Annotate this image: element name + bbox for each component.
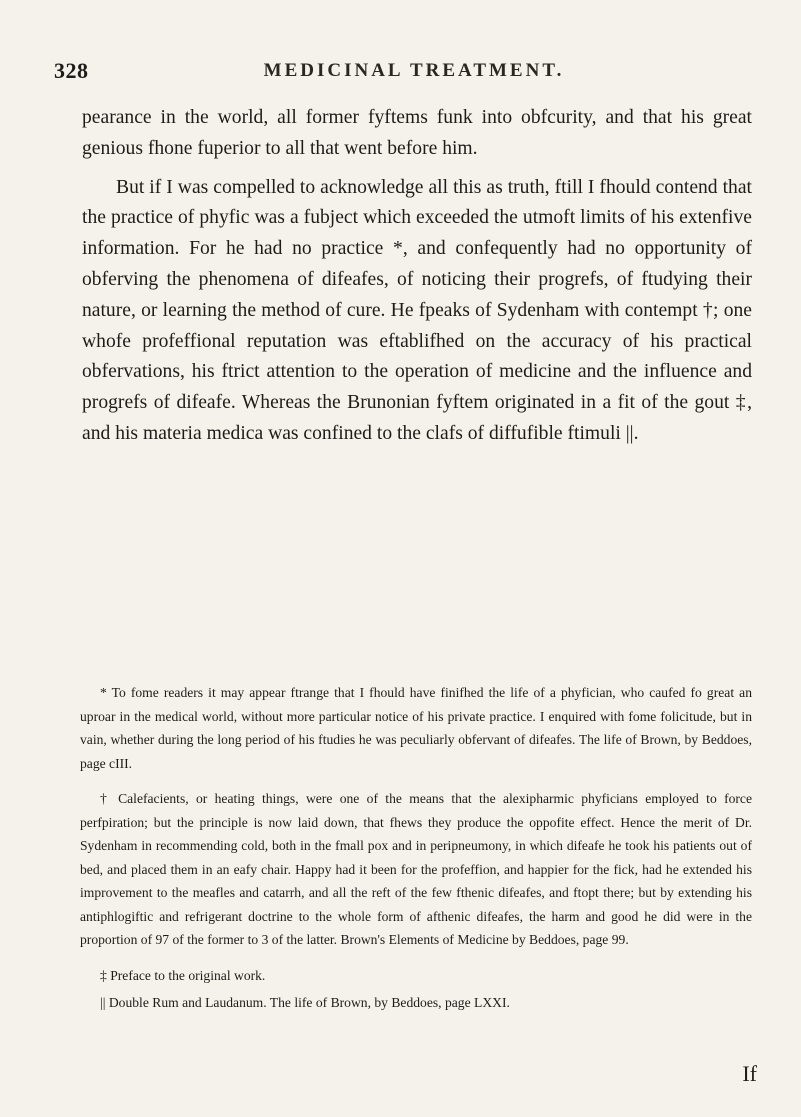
footnote-double-dagger: ‡ Preface to the original work.: [100, 967, 266, 983]
running-head: MEDICINAL TREATMENT.: [263, 60, 565, 81]
main-text: [82, 103, 752, 450]
footnote-dagger: † Calefacients, or heating things, were one of the means that the alexipharmic phyficians employed to force perfpiration; but the principle is now laid down, that fhews they produce the oppofite effect. Hence the merit of Dr. Sydenham in recommending cold, both in the fmall pox and in peripneumony, in which difeafe he took his patients out of bed, and placed them in an eafy chair. Happy had it been for the profeffion, and happier for the fick, had he extended his improvement to the meafles and catarrh, and all the reft of the few fthenic difeafes, and ftopt there; but by extending his antiphlogiftic and refrigerant doctrine to the whole form of afthenic difeafes, the harm and good he did were in the proportion of 97 of the former to 3 of the latter. Brown's Elements of Medicine by Beddoes, page 99.: [80, 791, 752, 947]
paragraph-continuation: pearance in the world, all former fyftems funk into obfcurity, and that his great genious fhone fuperior to all that went before him.: [82, 107, 752, 159]
footnote-asterisk: * To fome readers it may appear ftrange that I fhould have finifhed the life of a phyfician, who caufed fo great an uproar in the medical world, without more particular notice of his private practice. I enquired with fome folicitude, but in vain, whether during the long period of his ftudies he was peculiarly obfervant of difeafes. The life of Brown, by Beddoes, page cIII.: [80, 685, 752, 771]
footnote-parallel: || Double Rum and Laudanum. The life of Brown, by Beddoes, page LXXI.: [100, 995, 510, 1010]
footnotes: [80, 681, 752, 1019]
paragraph: But if I was compelled to acknowledge all this as truth, ftill I fhould contend that the practice of phyfic was a fubject which exceeded the utmoft limits of his extenfive information. For he had no practice *, and confequently had no opportunity of obferving the phenomena of difeafes, of noticing their progrefs, of ftudying their nature, or learning the method of cure. He fpeaks of Sydenham with contempt †; one whofe profeffional reputation was eftablifhed on the accuracy of his practical obfervations, his ftrict attention to the operation of medicine and the influence and progrefs of difeafe. Whereas the Brunonian fyftem originated in a fit of the gout ‡, and his materia medica was confined to the clafs of diffufible ftimuli ||.: [82, 176, 752, 444]
page-header: [54, 58, 774, 88]
page-number: 328: [54, 58, 89, 83]
catchword: If: [742, 1061, 757, 1086]
